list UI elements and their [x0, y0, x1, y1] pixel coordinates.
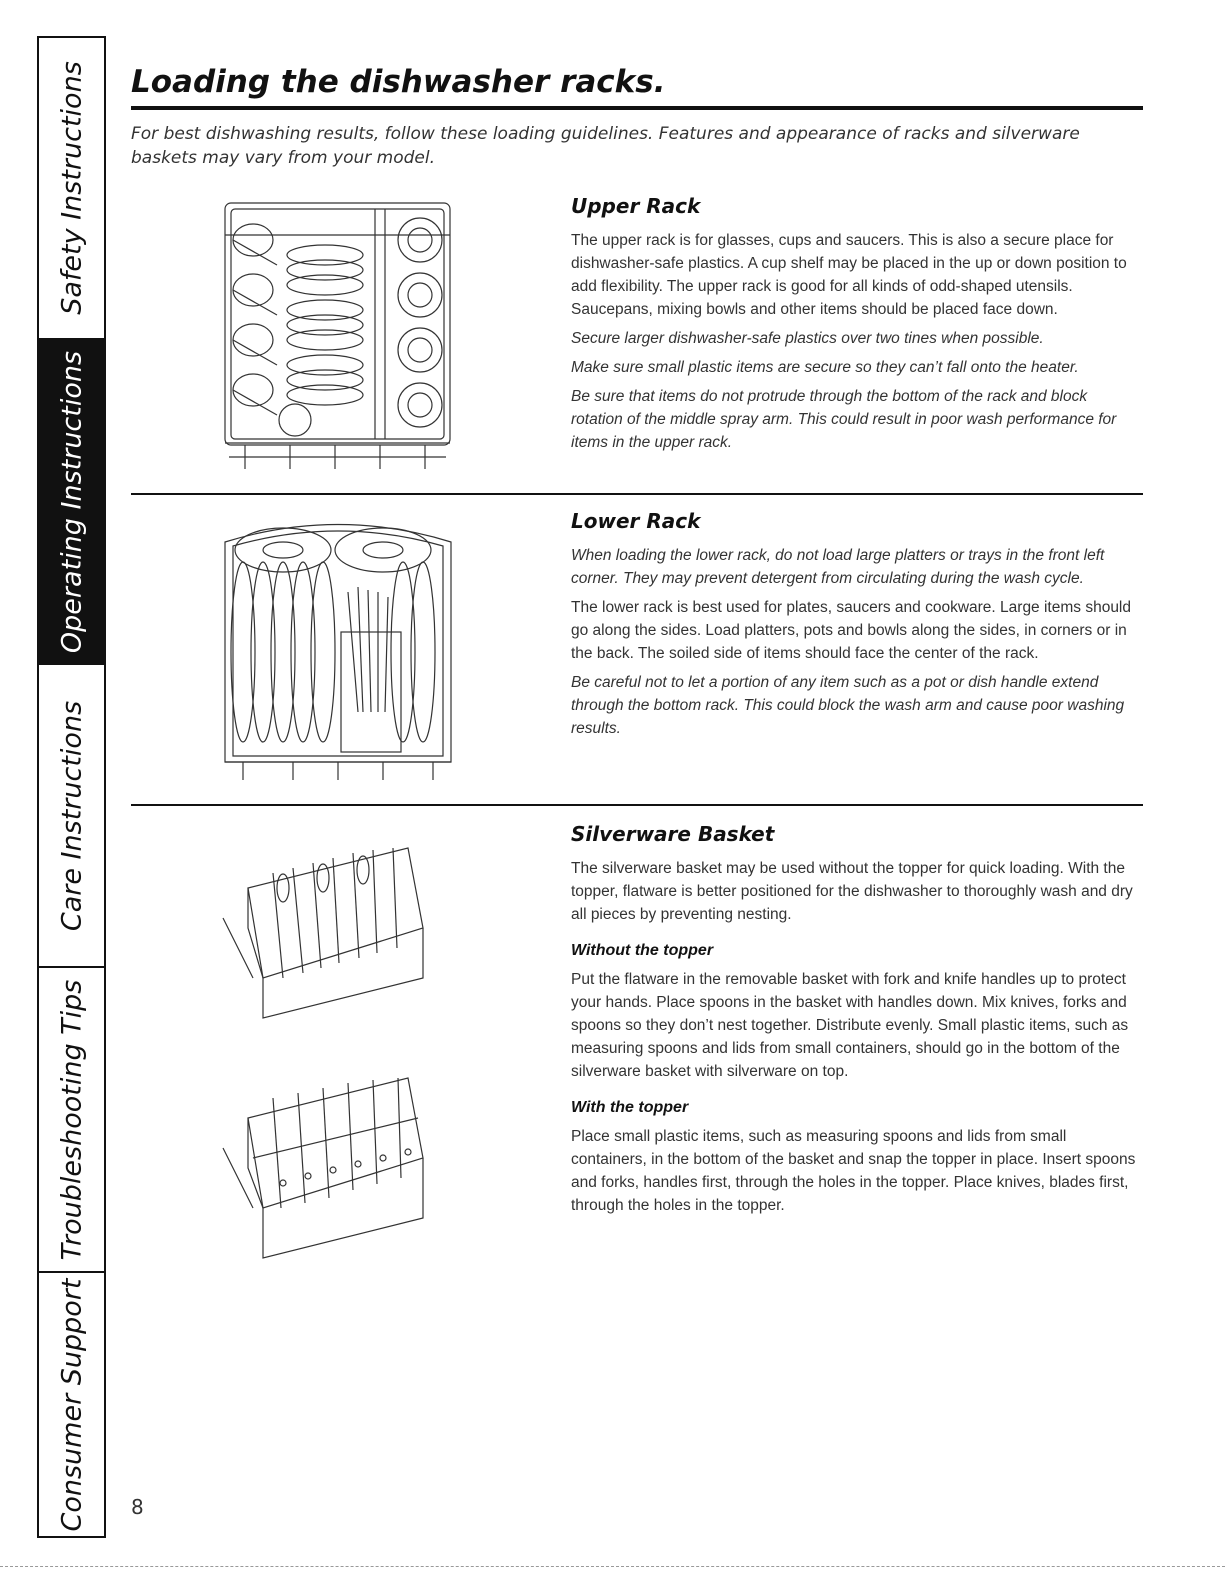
upper-rack-note: Secure larger dishwasher-safe plastics over two tines when possible.	[571, 330, 1044, 347]
upper-rack-paragraph: The upper rack is for glasses, cups and saucers. This is also a secure place for dishwasher-safe plastics. A cup shelf may be placed in the up or down position to add flexibility. The upper rack is good for all kinds of odd-shaped utensils. Saucepans, mixing bowls and other items should be placed face down.	[571, 232, 1127, 318]
tab-label: Care Instructions	[56, 700, 87, 931]
upper-rack-warning: Be sure that items do not protrude through the bottom of the rack and block rotation of the middle spray arm. This could result in poor wash performance for items in the upper rack.	[571, 388, 1117, 451]
tab-consumer-support[interactable]	[39, 1271, 104, 1536]
title-divider	[131, 106, 1143, 110]
tab-label: Consumer Support	[56, 1278, 87, 1531]
tab-safety-instructions[interactable]	[39, 38, 104, 338]
upper-rack-heading: Upper Rack	[571, 194, 701, 218]
page-number: 8	[131, 1495, 144, 1519]
page-title: Loading the dishwasher racks.	[131, 64, 666, 100]
lower-rack-warning: Be careful not to let a portion of any item such as a pot or dish handle extend through the bottom rack. This could block the wash arm and cause poor washing results.	[571, 674, 1125, 737]
tab-label: Troubleshooting Tips	[56, 979, 87, 1260]
upper-rack-illustration	[215, 195, 460, 480]
lower-rack-section	[571, 509, 1143, 746]
silverware-basket-with-topper-illustration	[213, 1058, 443, 1268]
lower-rack-caution: When loading the lower rack, do not load large platters or trays in the front left corner. They may prevent detergent from circulating during the wash cycle.	[571, 547, 1105, 587]
tab-operating-instructions[interactable]	[39, 338, 104, 663]
upper-rack-section	[571, 194, 1143, 460]
tab-troubleshooting-tips[interactable]	[39, 966, 104, 1271]
section-divider	[131, 804, 1143, 806]
silverware-paragraph: The silverware basket may be used without the topper for quick loading. With the topper, flatware is better positioned for the dishwasher to thoroughly wash and dry all pieces by preventing nesting.	[571, 860, 1133, 923]
section-divider	[131, 493, 1143, 495]
lower-rack-heading: Lower Rack	[571, 509, 701, 533]
intro-text: For best dishwashing results, follow these loading guidelines. Features and appearance of racks and silverware baskets may vary from your model.	[131, 124, 1080, 168]
with-topper-text: Place small plastic items, such as measuring spoons and lids from small containers, in the bottom of the basket and snap the topper in place. Insert spoons and forks, handles first, through the holes in the topper. Place knives, blades first, through the holes in the topper.	[571, 1128, 1136, 1214]
upper-rack-note: Make sure small plastic items are secure so they can’t fall onto the heater.	[571, 359, 1079, 376]
section-tabs	[37, 36, 106, 1538]
silverware-basket-heading: Silverware Basket	[571, 822, 775, 846]
without-topper-text: Put the flatware in the removable basket with fork and knife handles up to protect your hands. Place spoons in the basket with handles down. Mix knives, forks and spoons so they don’t nest together. Distribute evenly. Small plastic items, such as measuring spoons and lids from small containers, should go in the bottom of the silverware basket with silverware on top.	[571, 971, 1129, 1080]
silverware-basket-section	[571, 822, 1143, 1223]
lower-rack-paragraph: The lower rack is best used for plates, saucers and cookware. Large items should go along the sides. Load platters, pots and bowls along the sides, in corners or in the back. The soiled side of items should face the center of the rack.	[571, 599, 1131, 662]
without-topper-heading: Without the topper	[571, 942, 714, 959]
page-edge	[0, 1566, 1225, 1567]
silverware-basket-without-topper-illustration	[213, 828, 443, 1028]
tab-label: Operating Instructions	[56, 350, 87, 653]
tab-care-instructions[interactable]	[39, 663, 104, 966]
lower-rack-illustration	[213, 512, 463, 790]
tab-label: Safety Instructions	[56, 61, 87, 315]
with-topper-heading: With the topper	[571, 1099, 689, 1116]
